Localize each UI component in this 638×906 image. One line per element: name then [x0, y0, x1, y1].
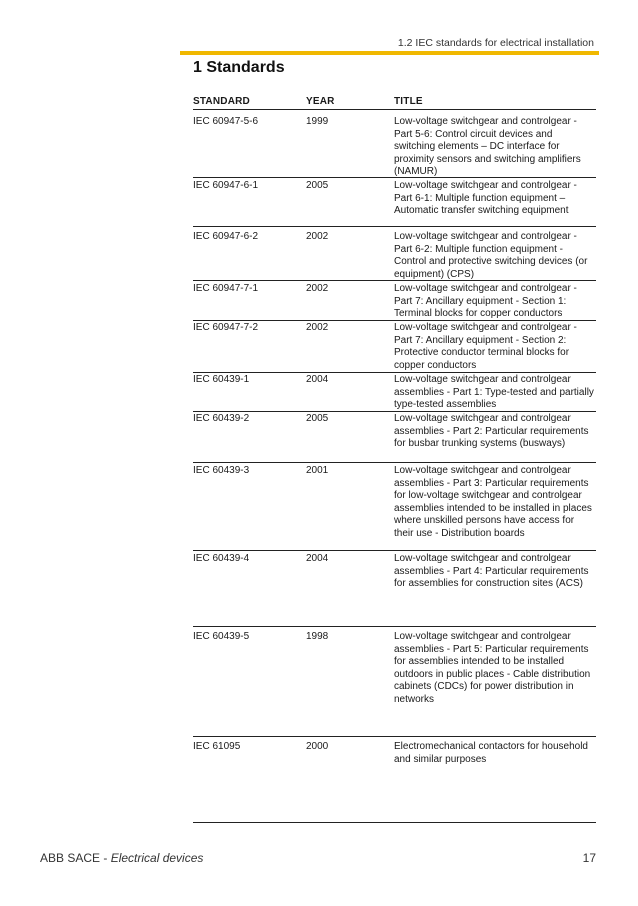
page-number: 17: [582, 851, 596, 865]
cell-year: 2002: [306, 283, 329, 294]
table-bottom-rule: [193, 822, 596, 823]
cell-title: Low-voltage switchgear and controlgear - Part 6-1: Multiple function equipment – Automatic transfer switching equipment: [394, 180, 577, 217]
cell-title: Low-voltage switchgear and controlgear - Part 7: Ancillary equipment - Section 1: Terminal blocks for copper conductors: [394, 283, 577, 320]
cell-year: 2005: [306, 413, 329, 424]
header-accent-rule: [180, 51, 599, 55]
cell-standard: IEC 60439-5: [193, 631, 250, 642]
cell-title: Low-voltage switchgear and controlgear - Part 5-6: Control circuit devices and switching elements – DC interface for proximity sensors and switching amplifiers (NAMUR): [394, 116, 581, 178]
row-divider: [193, 550, 596, 551]
cell-standard: IEC 60947-5-6: [193, 116, 259, 127]
footer-brand: ABB SACE -: [40, 851, 111, 865]
footer-doc-title: Electrical devices: [110, 851, 204, 865]
row-divider: [193, 226, 596, 227]
row-divider: [193, 320, 596, 321]
cell-year: 2004: [306, 553, 329, 564]
cell-title: Electromechanical contactors for household and similar purposes: [394, 741, 588, 765]
cell-title: Low-voltage switchgear and controlgear - Part 6-2: Multiple function equipment - Control and protective switching devices (or equipment) (CPS): [394, 231, 588, 280]
row-divider: [193, 626, 596, 627]
cell-title: Low-voltage switchgear and controlgear assemblies - Part 4: Particular requirements for assemblies for construction sites (ACS): [394, 553, 589, 590]
cell-title: Low-voltage switchgear and controlgear assemblies - Part 5: Particular requirements for assemblies intended to be installed outdoors in public places - Cable distribution cabinets (CDCs) for power distribution in networks: [394, 631, 591, 705]
cell-title: Low-voltage switchgear and controlgear assemblies - Part 1: Type-tested and partially type-tested assemblies: [394, 374, 594, 411]
footer-document-title: [40, 851, 203, 865]
section-title: 1 Standards: [193, 59, 285, 76]
cell-standard: IEC 60947-7-1: [193, 283, 259, 294]
cell-standard: IEC 60439-2: [193, 413, 250, 424]
cell-year: 1998: [306, 631, 329, 642]
row-divider: [193, 462, 596, 463]
row-divider: [193, 736, 596, 737]
cell-title: Low-voltage switchgear and controlgear assemblies - Part 2: Particular requirements for busbar trunking systems (busways): [394, 413, 589, 450]
cell-year: 1999: [306, 116, 329, 127]
cell-title: Low-voltage switchgear and controlgear assemblies - Part 3: Particular requirements for low-voltage switchgear and controlgear assemblies intended to be installed in places where unskilled persons have access for their use - Distribution boards: [394, 465, 592, 539]
cell-standard: IEC 60439-3: [193, 465, 250, 476]
cell-standard: IEC 60439-1: [193, 374, 250, 385]
cell-year: 2002: [306, 322, 329, 333]
cell-year: 2000: [306, 741, 329, 752]
cell-standard: IEC 61095: [193, 741, 241, 752]
column-header-standard: STANDARD: [193, 96, 250, 107]
cell-standard: IEC 60439-4: [193, 553, 250, 564]
cell-standard: IEC 60947-6-2: [193, 231, 259, 242]
column-header-title: TITLE: [394, 96, 423, 107]
cell-year: 2005: [306, 180, 329, 191]
cell-year: 2002: [306, 231, 329, 242]
cell-standard: IEC 60947-7-2: [193, 322, 259, 333]
cell-year: 2001: [306, 465, 329, 476]
row-divider: [193, 372, 596, 373]
cell-standard: IEC 60947-6-1: [193, 180, 259, 191]
column-header-year: YEAR: [306, 96, 335, 107]
cell-year: 2004: [306, 374, 329, 385]
header-rule: [193, 109, 596, 110]
cell-title: Low-voltage switchgear and controlgear - Part 7: Ancillary equipment - Section 2: Protective conductor terminal blocks for copper conductors: [394, 322, 577, 371]
row-divider: [193, 411, 596, 412]
running-header: 1.2 IEC standards for electrical installation: [397, 37, 594, 49]
row-divider: [193, 280, 596, 281]
row-divider: [193, 177, 596, 178]
